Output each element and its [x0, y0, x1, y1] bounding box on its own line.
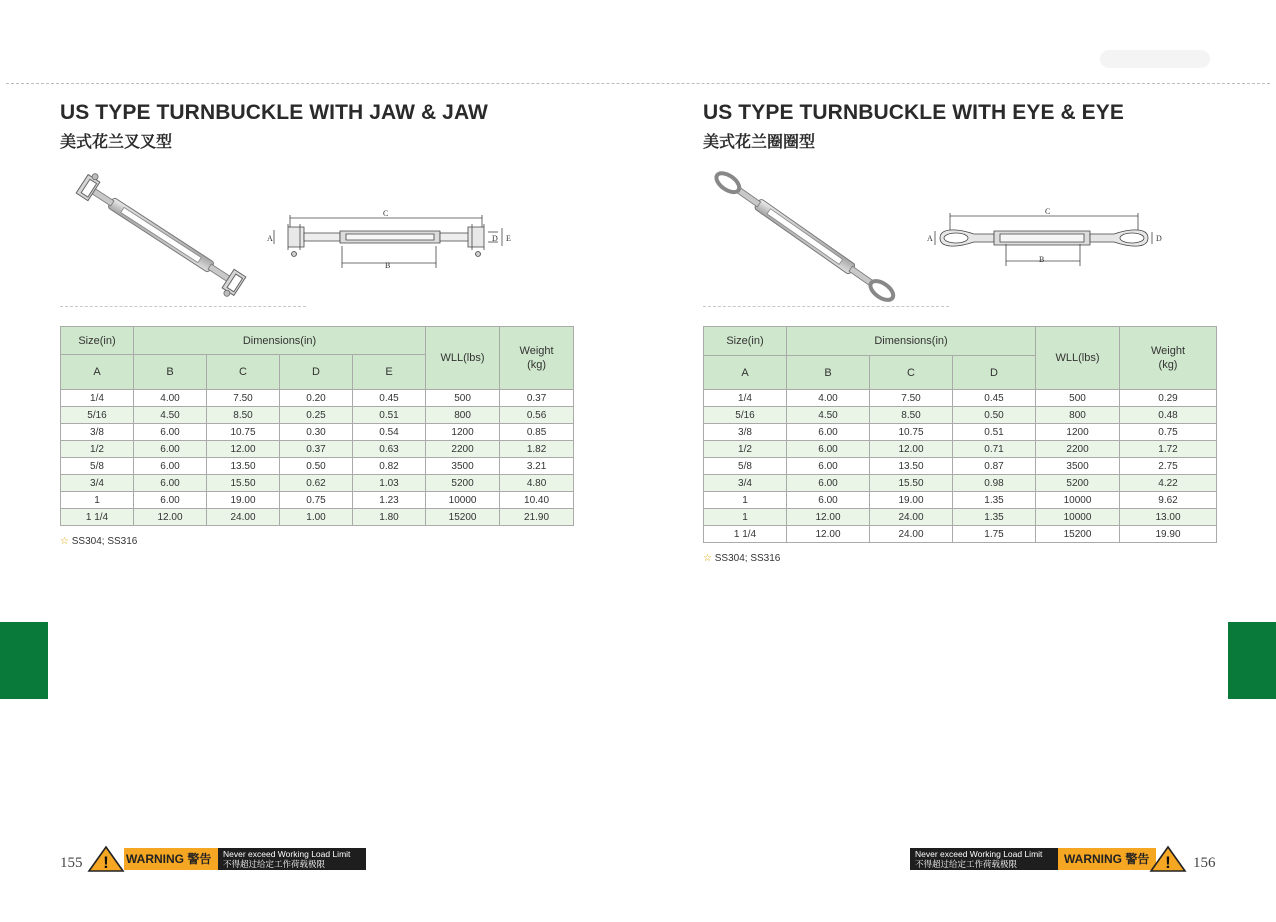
left-warning-message	[218, 848, 366, 870]
table-cell: 0.50	[953, 407, 1036, 424]
table-cell: 1200	[1036, 424, 1120, 441]
table-cell: 8.50	[870, 407, 953, 424]
table-cell: 3/4	[61, 475, 134, 492]
table-cell: 0.37	[280, 441, 353, 458]
table-cell: 800	[426, 407, 500, 424]
table-cell: 3.21	[500, 458, 574, 475]
table-cell: 3500	[426, 458, 500, 475]
table-cell: 10000	[1036, 509, 1120, 526]
table-cell: 13.50	[870, 458, 953, 475]
sub-header-c: C	[870, 356, 953, 390]
table-cell: 3/8	[704, 424, 787, 441]
table-cell: 24.00	[870, 509, 953, 526]
table-row	[704, 390, 1217, 407]
table-cell: 1	[704, 509, 787, 526]
table-cell: 24.00	[207, 509, 280, 526]
sub-header-a: A	[61, 355, 134, 390]
table-cell: 6.00	[787, 458, 870, 475]
table-row	[61, 407, 574, 424]
right-warning-banner	[910, 846, 1190, 872]
right-title-cn: 美式花兰圈圈型	[703, 134, 816, 151]
table-cell: 12.00	[787, 526, 870, 543]
table-cell: 0.48	[1120, 407, 1217, 424]
right-title-en: US TYPE TURNBUCKLE WITH EYE & EYE	[703, 101, 1125, 124]
table-cell: 10.75	[207, 424, 280, 441]
size-header: Size(in)	[704, 327, 787, 356]
drawing-label-b: B	[385, 261, 391, 270]
table-cell: 12.00	[207, 441, 280, 458]
table-cell: 15.50	[207, 475, 280, 492]
table-cell: 0.56	[500, 407, 574, 424]
table-cell: 0.98	[953, 475, 1036, 492]
wll-header: WLL(lbs)	[1036, 327, 1120, 390]
table-cell: 3/4	[704, 475, 787, 492]
table-cell: 1	[61, 492, 134, 509]
table-row	[61, 424, 574, 441]
table-cell: 0.29	[1120, 390, 1217, 407]
table-cell: 1/4	[704, 390, 787, 407]
weight-header: Weight (kg)	[500, 327, 574, 390]
table-cell: 7.50	[870, 390, 953, 407]
table-cell: 0.20	[280, 390, 353, 407]
table-cell: 0.63	[353, 441, 426, 458]
table-cell: 2200	[426, 441, 500, 458]
table-cell: 9.62	[1120, 492, 1217, 509]
table-cell: 6.00	[134, 475, 207, 492]
table-cell: 0.51	[353, 407, 426, 424]
star-icon: ☆	[60, 536, 69, 547]
sub-header-e: E	[353, 355, 426, 390]
table-cell: 6.00	[787, 441, 870, 458]
table-cell: 5/16	[61, 407, 134, 424]
warning-message-en: Never exceed Working Load Limit	[915, 849, 1043, 859]
table-cell: 2.75	[1120, 458, 1217, 475]
sub-header-b: B	[787, 356, 870, 390]
table-row	[61, 390, 574, 407]
table-cell: 1	[704, 492, 787, 509]
table-cell: 0.71	[953, 441, 1036, 458]
table-cell: 24.00	[870, 526, 953, 543]
left-warning-label	[124, 848, 220, 870]
wll-header: WLL(lbs)	[426, 327, 500, 390]
table-cell: 4.50	[787, 407, 870, 424]
table-cell: 7.50	[207, 390, 280, 407]
table-cell: 1/4	[61, 390, 134, 407]
right-material-text: SS304; SS316	[714, 553, 781, 564]
table-cell: 10000	[1036, 492, 1120, 509]
right-warning-message	[910, 848, 1058, 870]
table-cell: 0.50	[280, 458, 353, 475]
table-cell: 15200	[426, 509, 500, 526]
table-cell: 4.00	[787, 390, 870, 407]
sub-header-b: B	[134, 355, 207, 390]
table-cell: 800	[1036, 407, 1120, 424]
table-cell: 5200	[1036, 475, 1120, 492]
table-cell: 15.50	[870, 475, 953, 492]
left-title-en: US TYPE TURNBUCKLE WITH JAW & JAW	[60, 101, 488, 124]
left-spec-table	[60, 326, 574, 526]
table-cell: 12.00	[787, 509, 870, 526]
table-cell: 4.50	[134, 407, 207, 424]
table-row	[61, 458, 574, 475]
sub-header-d: D	[953, 356, 1036, 390]
table-cell: 5/8	[61, 458, 134, 475]
left-page-number: 155	[60, 855, 83, 871]
warning-exclamation: !	[1165, 853, 1171, 872]
right-separator	[703, 306, 949, 307]
table-row	[704, 458, 1217, 475]
table-cell: 5/16	[704, 407, 787, 424]
warning-triangle-icon	[1150, 846, 1186, 872]
table-cell: 1.03	[353, 475, 426, 492]
right-table-body	[704, 390, 1217, 543]
table-cell: 3/8	[61, 424, 134, 441]
table-row	[704, 526, 1217, 543]
table-row	[704, 492, 1217, 509]
sub-header-c: C	[207, 355, 280, 390]
table-row	[704, 475, 1217, 492]
left-page	[0, 0, 600, 922]
table-cell: 0.85	[500, 424, 574, 441]
warning-label-en: WARNING	[126, 852, 184, 866]
right-page	[640, 0, 1240, 922]
eye-eye-product-photo	[715, 172, 893, 300]
warning-label-cn: 警告	[1125, 852, 1150, 866]
table-cell: 0.62	[280, 475, 353, 492]
table-cell: 13.00	[1120, 509, 1217, 526]
drawing-label-b: B	[1039, 255, 1045, 264]
table-cell: 0.25	[280, 407, 353, 424]
table-cell: 6.00	[787, 492, 870, 509]
size-header: Size(in)	[61, 327, 134, 355]
table-cell: 5200	[426, 475, 500, 492]
warning-exclamation: !	[103, 853, 109, 872]
left-title-cn: 美式花兰叉叉型	[60, 134, 173, 151]
table-row	[61, 492, 574, 509]
table-row	[61, 475, 574, 492]
warning-message-cn: 不得超过给定工作荷载极限	[223, 859, 326, 869]
left-table-body	[61, 390, 574, 526]
dimensions-header: Dimensions(in)	[787, 327, 1036, 356]
table-cell: 19.90	[1120, 526, 1217, 543]
drawing-label-a: A	[267, 234, 273, 243]
table-cell: 13.50	[207, 458, 280, 475]
table-cell: 15200	[1036, 526, 1120, 543]
left-material-note	[60, 536, 137, 547]
right-material-note	[703, 553, 780, 564]
table-cell: 6.00	[134, 424, 207, 441]
table-cell: 1.75	[953, 526, 1036, 543]
warning-message-en: Never exceed Working Load Limit	[223, 849, 351, 859]
table-row	[704, 407, 1217, 424]
jaw-jaw-dimension-drawing	[266, 206, 526, 272]
table-cell: 3500	[1036, 458, 1120, 475]
table-cell: 12.00	[870, 441, 953, 458]
table-cell: 0.37	[500, 390, 574, 407]
table-cell: 21.90	[500, 509, 574, 526]
table-cell: 1200	[426, 424, 500, 441]
table-cell: 500	[426, 390, 500, 407]
jaw-jaw-product-photo	[75, 172, 247, 298]
table-cell: 0.51	[953, 424, 1036, 441]
table-cell: 6.00	[134, 441, 207, 458]
sub-header-a: A	[704, 356, 787, 390]
table-cell: 1/2	[61, 441, 134, 458]
table-cell: 8.50	[207, 407, 280, 424]
right-warning-label	[1058, 848, 1156, 870]
left-material-text: SS304; SS316	[71, 536, 138, 547]
table-cell: 4.00	[134, 390, 207, 407]
warning-label-cn: 警告	[187, 852, 212, 866]
table-row	[704, 509, 1217, 526]
table-cell: 1 1/4	[704, 526, 787, 543]
table-cell: 0.30	[280, 424, 353, 441]
table-cell: 1.80	[353, 509, 426, 526]
table-row	[704, 441, 1217, 458]
table-cell: 4.80	[500, 475, 574, 492]
dimensions-header: Dimensions(in)	[134, 327, 426, 355]
table-cell: 10.75	[870, 424, 953, 441]
left-separator	[60, 306, 306, 307]
table-cell: 0.82	[353, 458, 426, 475]
table-cell: 0.87	[953, 458, 1036, 475]
star-icon: ☆	[703, 553, 712, 564]
table-row	[61, 441, 574, 458]
table-cell: 0.75	[280, 492, 353, 509]
weight-header: Weight (kg)	[1120, 327, 1217, 390]
table-row	[704, 424, 1217, 441]
table-cell: 0.75	[1120, 424, 1217, 441]
left-warning-banner	[88, 846, 368, 872]
table-cell: 4.22	[1120, 475, 1217, 492]
table-cell: 1.00	[280, 509, 353, 526]
table-cell: 5/8	[704, 458, 787, 475]
table-row	[61, 509, 574, 526]
right-spec-table	[703, 326, 1217, 543]
drawing-label-e: E	[506, 234, 511, 243]
table-cell: 1.35	[953, 509, 1036, 526]
table-cell: 1.82	[500, 441, 574, 458]
table-cell: 19.00	[207, 492, 280, 509]
table-cell: 10000	[426, 492, 500, 509]
table-cell: 1/2	[704, 441, 787, 458]
table-cell: 1.35	[953, 492, 1036, 509]
table-cell: 10.40	[500, 492, 574, 509]
table-cell: 6.00	[787, 424, 870, 441]
table-cell: 12.00	[134, 509, 207, 526]
table-cell: 2200	[1036, 441, 1120, 458]
sub-header-d: D	[280, 355, 353, 390]
drawing-label-d: D	[1156, 234, 1162, 243]
eye-eye-dimension-drawing	[926, 204, 1166, 270]
table-cell: 19.00	[870, 492, 953, 509]
table-cell: 1.72	[1120, 441, 1217, 458]
table-cell: 6.00	[787, 475, 870, 492]
table-cell: 1 1/4	[61, 509, 134, 526]
warning-label-en: WARNING	[1064, 852, 1122, 866]
table-cell: 6.00	[134, 458, 207, 475]
right-page-number: 156	[1193, 855, 1216, 871]
table-cell: 0.45	[353, 390, 426, 407]
drawing-label-d: D	[492, 234, 498, 243]
table-cell: 1.23	[353, 492, 426, 509]
table-cell: 0.54	[353, 424, 426, 441]
drawing-label-c: C	[1045, 207, 1051, 216]
drawing-label-c: C	[383, 209, 389, 218]
warning-triangle-icon	[88, 846, 124, 872]
table-cell: 500	[1036, 390, 1120, 407]
warning-message-cn: 不得超过给定工作荷载极限	[915, 859, 1018, 869]
table-cell: 0.45	[953, 390, 1036, 407]
table-cell: 6.00	[134, 492, 207, 509]
drawing-label-a: A	[927, 234, 933, 243]
